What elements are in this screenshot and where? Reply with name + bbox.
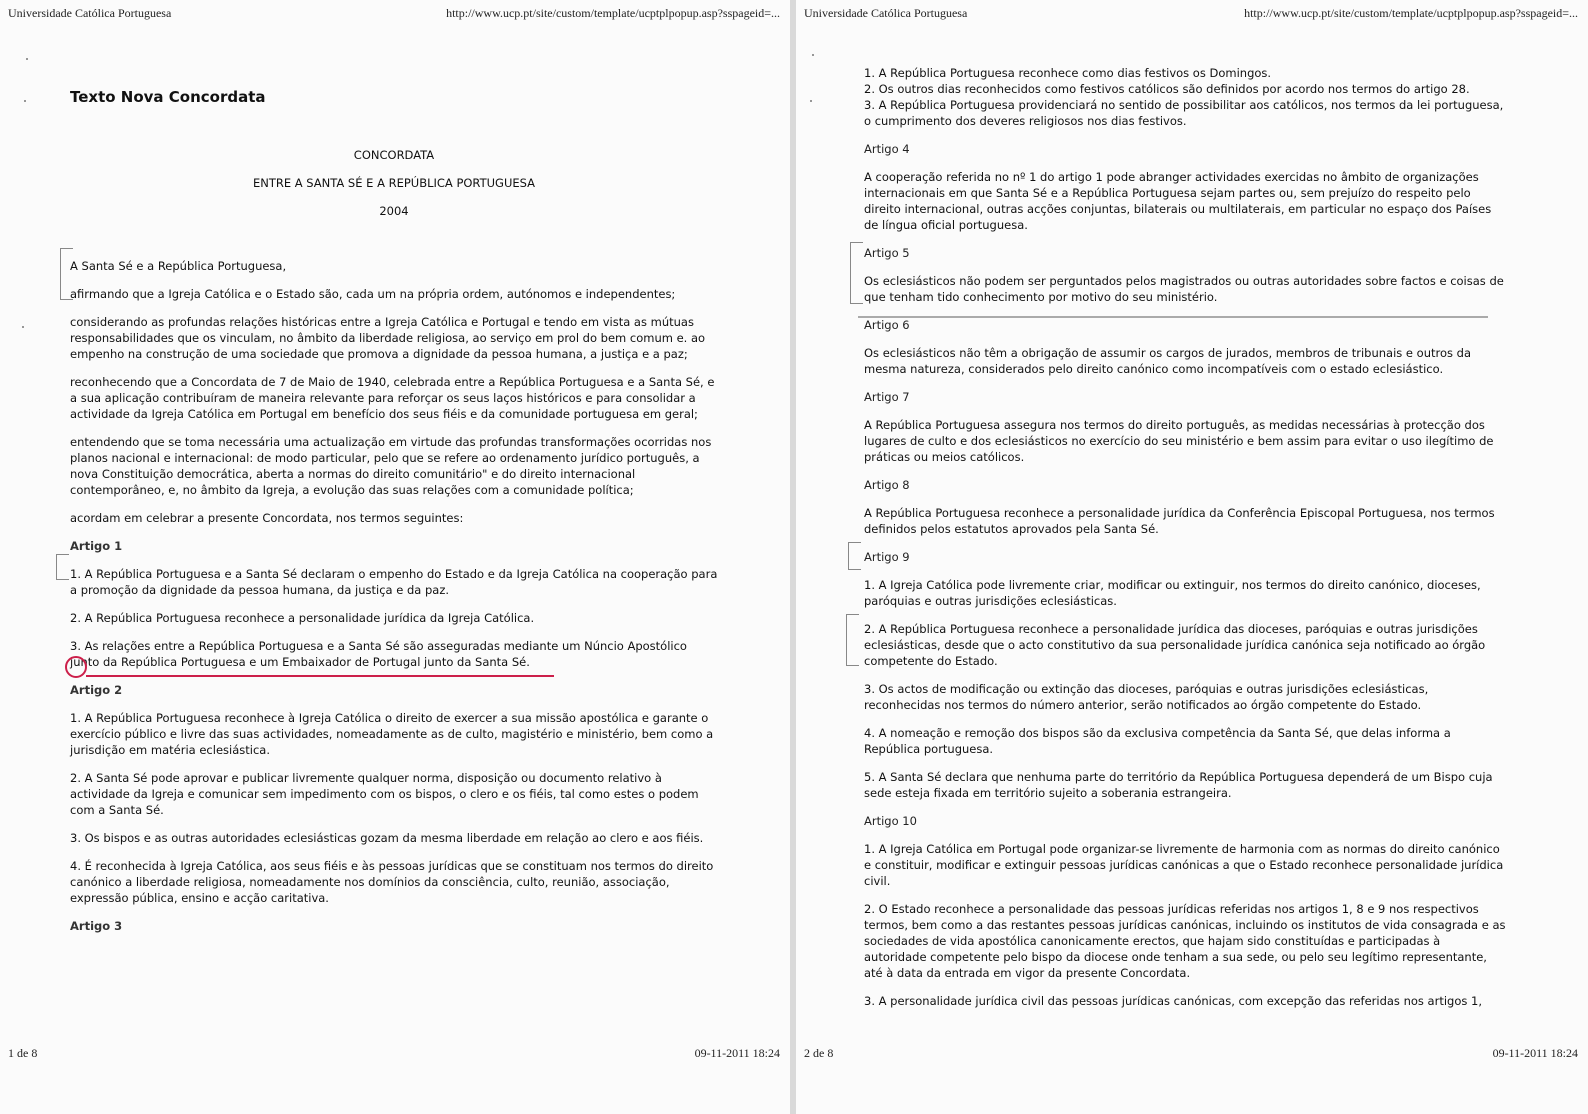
article-10-heading: Artigo 10 bbox=[864, 814, 917, 828]
paragraph-intro: A Santa Sé e a República Portuguesa, bbox=[70, 259, 287, 273]
article-3-heading: Artigo 3 bbox=[70, 919, 123, 933]
article-2-item-4: 4. É reconhecida à Igreja Católica, aos seus fiéis e às pessoas jurídicas que se constituam nos termos do direito canónico a liberdade religiosa, nomeadamente nos domínios da consciência, culto, reunião, associação, expressão pública, ensino e acção caritativa. bbox=[70, 859, 714, 905]
pencil-bracket-mark bbox=[846, 614, 859, 666]
article-5-heading: Artigo 5 bbox=[864, 246, 910, 260]
article-1-item-2: 2. A República Portuguesa reconhece a personalidade jurídica da Igreja Católica. bbox=[70, 611, 535, 625]
document-title: Texto Nova Concordata bbox=[70, 88, 266, 106]
heading-year: 2004 bbox=[379, 204, 409, 218]
body-text-page-1 bbox=[70, 258, 718, 946]
page-header-url: http://www.ucp.pt/site/custom/template/ucptplpopup.asp?sspageid=... bbox=[1244, 6, 1578, 20]
paragraph-acordam: acordam em celebrar a presente Concordata, nos termos seguintes: bbox=[70, 511, 464, 525]
article-3-item-1: 1. A República Portuguesa reconhece como dias festivos os Domingos. bbox=[864, 66, 1272, 80]
page-header-institution: Universidade Católica Portuguesa bbox=[804, 6, 968, 20]
page-number: 1 de 8 bbox=[8, 1046, 38, 1060]
pencil-bracket-mark bbox=[850, 242, 863, 304]
article-9-item-2: 2. A República Portuguesa reconhece a personalidade jurídica das dioceses, paróquias e outras jurisdições eclesiásticas, desde que o acto constitutivo da sua personalidade jurídica canónica seja notificado ao órgão competente do Estado. bbox=[864, 622, 1486, 668]
article-9-item-4: 4. A nomeação e remoção dos bispos são da exclusiva competência da Santa Sé, que delas informa a República portuguesa. bbox=[864, 726, 1451, 756]
article-10-item-1: 1. A Igreja Católica em Portugal pode organizar-se livremente de harmonia com as normas do direito canónico e constituir, modificar e extinguir pessoas jurídicas canónicas a que o Estado reconhece personalidade jurídica civil. bbox=[864, 842, 1504, 888]
article-4-heading: Artigo 4 bbox=[864, 142, 910, 156]
pencil-bracket-mark bbox=[848, 542, 861, 570]
article-10-item-3: 3. A personalidade jurídica civil das pessoas jurídicas canónicas, com excepção das referidas nos artigos 1, bbox=[864, 994, 1482, 1008]
article-1-heading: Artigo 1 bbox=[70, 539, 123, 553]
page-number: 2 de 8 bbox=[804, 1046, 834, 1060]
body-text-page-2 bbox=[864, 65, 1506, 1021]
article-8-text: A República Portuguesa reconhece a personalidade jurídica da Conferência Episcopal Portuguesa, nos termos definidos pelos estatutos aprovados pela Santa Sé. bbox=[864, 506, 1495, 536]
article-8-heading: Artigo 8 bbox=[864, 478, 910, 492]
scan-speck bbox=[22, 326, 24, 328]
scan-speck bbox=[810, 100, 812, 102]
page-header-institution: Universidade Católica Portuguesa bbox=[8, 6, 172, 20]
article-3-item-2: 2. Os outros dias reconhecidos como festivos católicos são definidos por acordo nos termos do artigo 28. bbox=[864, 82, 1470, 96]
article-2-heading: Artigo 2 bbox=[70, 683, 123, 697]
paragraph-considerando: considerando as profundas relações históricas entre a Igreja Católica e Portugal e tendo em vista as mútuas responsabilidades que os vinculam, no âmbito da liberdade religiosa, ao serviço em prol do bem comum e. ao empenho na construção de uma sociedade que promova a dignidade da pessoa humana, a justiça e a paz; bbox=[70, 315, 706, 361]
pencil-line-mark bbox=[858, 316, 1488, 318]
red-underline-annotation bbox=[86, 675, 554, 677]
scan-speck bbox=[24, 100, 26, 102]
scan-speck bbox=[26, 58, 28, 60]
article-9-item-1: 1. A Igreja Católica pode livremente criar, modificar ou extinguir, nos termos do direito canónico, dioceses, paróquias e outras jurisdições eclesiásticas. bbox=[864, 578, 1481, 608]
document-page-2 bbox=[796, 0, 1588, 1114]
paragraph-afirmando: afirmando que a Igreja Católica e o Estado são, cada um na própria ordem, autónomos e independentes; bbox=[70, 287, 676, 301]
heading-parties: ENTRE A SANTA SÉ E A REPÚBLICA PORTUGUESA bbox=[252, 176, 536, 190]
article-9-heading: Artigo 9 bbox=[864, 550, 910, 564]
pencil-bracket-mark bbox=[60, 248, 73, 300]
article-10-item-2: 2. O Estado reconhece a personalidade das pessoas jurídicas referidas nos artigos 1, 8 e 9 nos respectivos termos, bem como a das restantes pessoas jurídicas canónicas, incluindo os institutos de vida consagrada e as sociedades de vida apostólica canonicamente erectos, que hajam sido constituídas e participadas à autoridade competente pelo bispo da diocese onde tenham a sua sede, ou pelo seu legítimo representante, até à data da entrada em vigor da presente Concordata. bbox=[864, 902, 1506, 980]
article-2-item-3: 3. Os bispos e as outras autoridades eclesiásticas gozam da mesma liberdade em relação ao clero e aos fiéis. bbox=[70, 831, 704, 845]
article-4-text: A cooperação referida no nº 1 do artigo 1 pode abranger actividades exercidas no âmbito de organizações internacionais em que Santa Sé e a República Portuguesa sejam partes ou, sem prejuízo do respeito pelo direito internacional, outras acções conjuntas, bilaterais ou multilaterais, em particular no espaço dos Países de língua oficial portuguesa. bbox=[864, 170, 1492, 232]
article-3-item-3: 3. A República Portuguesa providenciará no sentido de possibilitar aos católicos, nos termos da lei portuguesa, o cumprimento dos deveres religiosos nos dias festivos. bbox=[864, 98, 1504, 128]
article-7-heading: Artigo 7 bbox=[864, 390, 910, 404]
print-timestamp: 09-11-2011 18:24 bbox=[1492, 1046, 1578, 1060]
article-7-text: A República Portuguesa assegura nos termos do direito português, as medidas necessárias à protecção dos lugares de culto e dos eclesiásticos no exercício do seu ministério e bem assim para evitar o uso ilegítimo de práticas ou meios católicos. bbox=[864, 418, 1494, 464]
article-2-item-1: 1. A República Portuguesa reconhece à Igreja Católica o direito de exercer a sua missão apostólica e garante o exercício público e livre das suas actividades, nomeadamente as de culto, magistério e ministério, bem como a jurisdição em matéria eclesiástica. bbox=[70, 711, 714, 757]
heading-concordata: CONCORDATA bbox=[353, 148, 435, 162]
print-timestamp: 09-11-2011 18:24 bbox=[694, 1046, 780, 1060]
article-1-item-3: 3. As relações entre a República Portuguesa e a Santa Sé são asseguradas mediante um Núncio Apostólico junto da República Portuguesa e um Embaixador de Portugal junto da Santa Sé. bbox=[70, 639, 687, 669]
article-1-item-1: 1. A República Portuguesa e a Santa Sé declaram o empenho do Estado e da Igreja Católica na cooperação para a promoção da dignidade da pessoa humana, da justiça e da paz. bbox=[70, 567, 718, 597]
scan-speck bbox=[812, 54, 814, 56]
article-5-text: Os eclesiásticos não podem ser perguntados pelos magistrados ou outras autoridades sobre factos e coisas de que tenham tido conhecimento por motivo do seu ministério. bbox=[864, 274, 1504, 304]
pencil-bracket-mark bbox=[56, 554, 69, 580]
paragraph-reconhecendo: reconhecendo que a Concordata de 7 de Maio de 1940, celebrada entre a República Portuguesa e a Santa Sé, e a sua aplicação contribuíram de maneira relevante para reforçar os seus laços históricos e para consolidar a actividade da Igreja Católica em Portugal em benefício dos seus fiéis e da comunidade portuguesa em geral; bbox=[70, 375, 715, 421]
article-6-text: Os eclesiásticos não têm a obrigação de assumir os cargos de jurados, membros de tribunais e outros da mesma natureza, considerados pelo direito canónico como incompatíveis com o estado eclesiástico. bbox=[864, 346, 1471, 376]
article-2-item-2: 2. A Santa Sé pode aprovar e publicar livremente qualquer norma, disposição ou documento relativo à actividade da Igreja e comunicar sem impedimento com os bispos, o clero e os fiéis, tal como estes o podem com a Santa Sé. bbox=[70, 771, 699, 817]
article-9-item-5: 5. A Santa Sé declara que nenhuma parte do território da República Portuguesa dependerá de um Bispo cuja sede esteja fixada em território sujeito a soberania estrangeira. bbox=[864, 770, 1493, 800]
document-page-1 bbox=[0, 0, 790, 1114]
paragraph-entendendo: entendendo que se toma necessária uma actualização em virtude das profundas transformações ocorridas nos planos nacional e internacional: de modo particular, pelo que se refere ao ordenamento jurídico português, a nova Constituição democrática, aberta a normas do direito comunitário" e do direito internacional contemporâneo, e, no âmbito da Igreja, a evolução das suas relações com a comunidade política; bbox=[70, 435, 712, 497]
red-circle-annotation bbox=[65, 656, 87, 678]
page-header-url: http://www.ucp.pt/site/custom/template/ucptplpopup.asp?sspageid=... bbox=[446, 6, 780, 20]
article-6-heading: Artigo 6 bbox=[864, 318, 910, 332]
article-9-item-3: 3. Os actos de modificação ou extinção das dioceses, paróquias e outras jurisdições eclesiásticas, reconhecidas nos termos do número anterior, serão notificados ao órgão competente do Estado. bbox=[864, 682, 1429, 712]
